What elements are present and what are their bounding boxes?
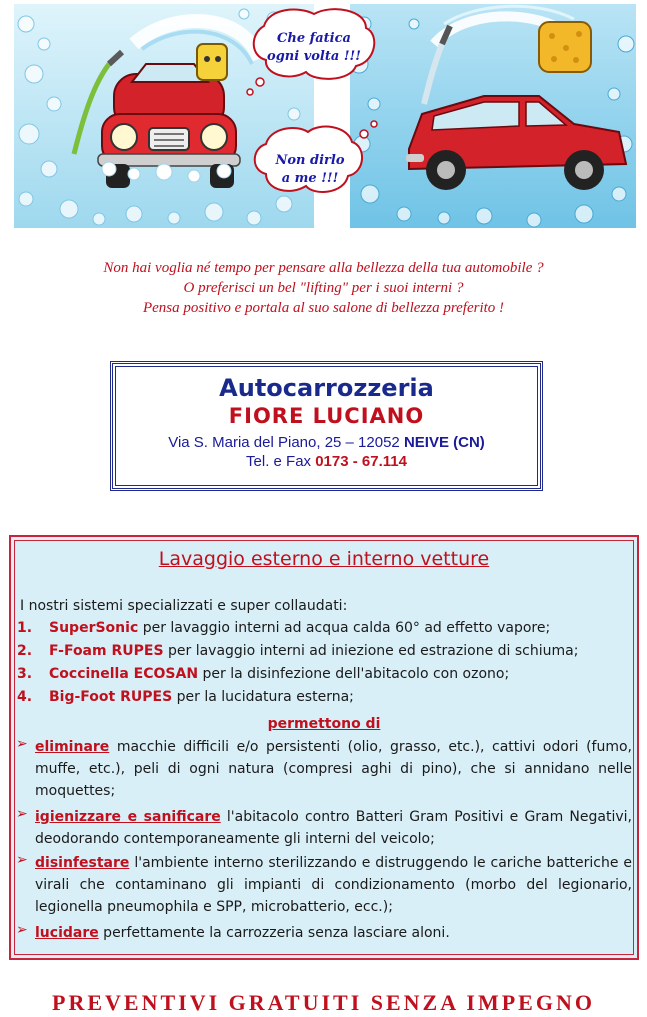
benefit-keyword: eliminare [35, 739, 110, 755]
benefit-text: l'ambiente interno sterilizzando e distruggendo le cariche batteriche e virali che contaminano gli impianti di condizionamento (morbo del legionario, legionella pneumophila e SPP, microbatterio, ecc.); [35, 855, 632, 915]
business-card [110, 361, 543, 491]
benefit-item [16, 852, 632, 918]
system-item [17, 620, 550, 636]
business-phone [113, 453, 540, 470]
business-address [113, 434, 540, 451]
address-street: Via S. Maria del Piano, 25 – 12052 [168, 434, 404, 451]
benefit-item [16, 806, 632, 850]
system-item [17, 643, 578, 659]
bubble-left-line1: Che fatica [277, 31, 351, 46]
benefit-item [16, 922, 632, 944]
footer-banner: PREVENTIVI GRATUITI SENZA IMPEGNO [52, 990, 595, 1015]
bubble-right-line2: a me !!! [281, 171, 339, 186]
system-desc: per lavaggio interni ad acqua calda 60° ad effetto vapore; [138, 620, 551, 636]
system-name: F-Foam RUPES [49, 643, 164, 659]
intro-line-1: Non hai voglia né tempo per pensare alla bellezza della tua automobile ? [103, 260, 544, 276]
system-name: SuperSonic [49, 620, 139, 636]
services-title: Lavaggio esterno e interno vetture [158, 548, 490, 570]
services-lead: I nostri sistemi specializzati e super collaudati: [20, 598, 348, 614]
permettono-heading: permettono di [267, 716, 381, 732]
arrow-icon: ➢ [16, 922, 28, 938]
services-panel [9, 535, 639, 960]
phone-number: 0173 - 67.114 [315, 453, 407, 470]
benefit-text: macchie difficili e/o persistenti (olio, grasso, etc.), cattivi odori (fumo, muffe, etc.), peli di ogni natura (compresi aghi di pino), che si annidano nelle moquettes; [35, 739, 632, 799]
business-name-line2: FIORE LUCIANO [228, 404, 425, 428]
arrow-icon: ➢ [16, 736, 28, 752]
benefit-text: l'abitacolo contro Batteri Gram Positivi e Gram Negativi, deodorando contemporaneamente gli interni del veicolo; [35, 809, 632, 847]
intro-line-2: O preferisci un bel "lifting" per i suoi interni ? [183, 280, 464, 296]
benefit-item [16, 736, 632, 802]
system-desc: per la lucidatura esterna; [172, 689, 354, 705]
arrow-icon: ➢ [16, 852, 28, 868]
system-name: Big-Foot RUPES [49, 689, 173, 705]
system-desc: per la disinfezione dell'abitacolo con ozono; [198, 666, 510, 682]
arrow-icon: ➢ [16, 806, 28, 822]
phone-label: Tel. e Fax [246, 453, 316, 470]
business-name-line1: Autocarrozzeria [219, 374, 434, 402]
intro-text [0, 258, 647, 318]
system-number: 2. [17, 643, 33, 659]
system-item [17, 666, 509, 682]
system-name: Coccinella ECOSAN [49, 666, 199, 682]
bubble-left-line2: ogni volta !!! [267, 49, 361, 64]
bubble-right-line1: Non dirlo [275, 153, 345, 168]
system-number: 1. [17, 620, 33, 636]
system-desc: per lavaggio interni ad iniezione ed estrazione di schiuma; [163, 643, 579, 659]
benefit-keyword: igienizzare e sanificare [35, 809, 221, 825]
benefit-keyword: disinfestare [35, 855, 130, 871]
system-number: 4. [17, 689, 33, 705]
system-number: 3. [17, 666, 33, 682]
hero-illustration [14, 4, 636, 228]
address-city: NEIVE (CN) [403, 434, 485, 451]
intro-line-3: Pensa positivo e portala al suo salone di bellezza preferito ! [142, 300, 505, 316]
system-item [17, 689, 354, 705]
benefit-keyword: lucidare [35, 925, 99, 941]
benefit-text: perfettamente la carrozzeria senza lasciare aloni. [98, 925, 450, 941]
